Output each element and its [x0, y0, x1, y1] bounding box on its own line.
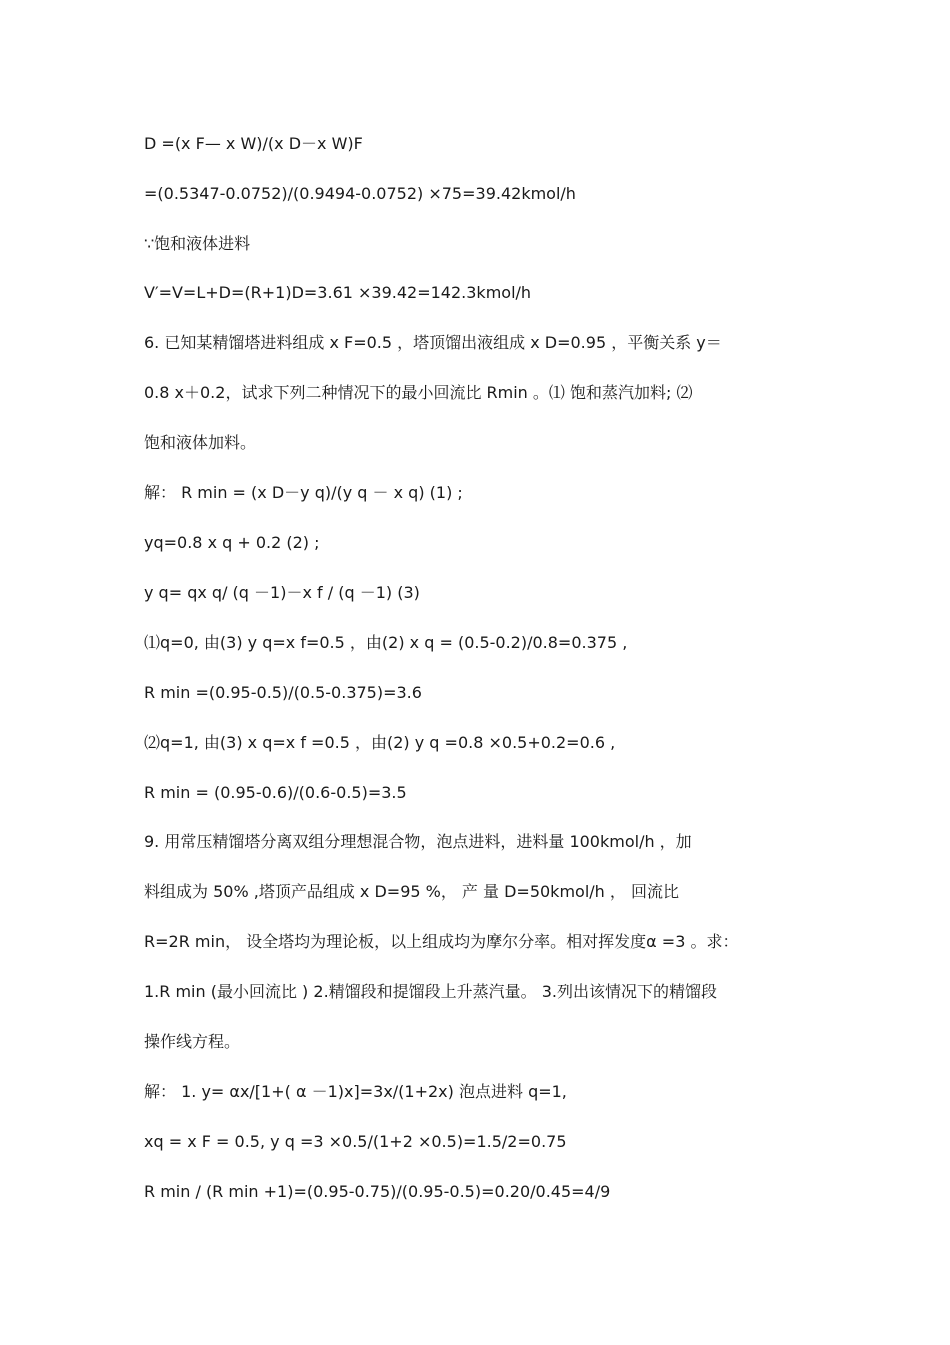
text-line: R min = (0.95-0.6)/(0.6-0.5)=3.5: [144, 783, 407, 802]
text-line: 解： R min = (x D－y q)/(y q － x q) (1) ;: [144, 483, 463, 502]
text-line: 6. 已知某精馏塔进料组成 x F=0.5 ，塔顶馏出液组成 x D=0.95 ，平衡关系 y＝: [144, 333, 722, 352]
text-line: y q= qx q/ (q －1)－x f / (q －1) (3): [144, 583, 420, 602]
text-line: R min =(0.95-0.5)/(0.5-0.375)=3.6: [144, 683, 422, 702]
text-line: =(0.5347-0.0752)/(0.9494-0.0752) ×75=39.42kmol/h: [144, 184, 576, 203]
text-line: 0.8 x＋0.2，试求下列二种情况下的最小回流比 Rmin 。⑴ 饱和蒸汽加料; ⑵: [144, 383, 693, 402]
text-line: ∵饱和液体进料: [144, 234, 251, 253]
text-line: D =(x F— x W)/(x D－x W)F: [144, 134, 363, 153]
text-line: 饱和液体加料。: [144, 433, 257, 452]
text-line: xq = x F = 0.5, y q =3 ×0.5/(1+2 ×0.5)=1.5/2=0.75: [144, 1132, 567, 1151]
text-line: R=2R min， 设全塔均为理论板，以上组成均为摩尔分率。相对挥发度α =3 。求：: [144, 932, 739, 951]
text-line: ⑴q=0, 由(3) y q=x f=0.5 ，由(2) x q = (0.5-0.2)/0.8=0.375 ,: [144, 633, 628, 652]
text-line: yq=0.8 x q + 0.2 (2) ;: [144, 533, 320, 552]
text-line: 1.R min (最小回流比 ) 2.精馏段和提馏段上升蒸汽量。 3.列出该情况下的精馏段: [144, 982, 718, 1001]
text-line: 料组成为 50% ,塔顶产品组成 x D=95 %， 产 量 D=50kmol/h ， 回流比: [144, 882, 679, 901]
text-line: ⑵q=1, 由(3) x q=x f =0.5 ，由(2) y q =0.8 ×0.5+0.2=0.6 ,: [144, 733, 616, 752]
text-line: R min / (R min +1)=(0.95-0.75)/(0.95-0.5)=0.20/0.45=4/9: [144, 1182, 611, 1201]
text-line: 9. 用常压精馏塔分离双组分理想混合物，泡点进料，进料量 100kmol/h ，加: [144, 832, 692, 851]
text-line: 操作线方程。: [144, 1032, 241, 1051]
text-line: 解： 1. y= αx/[1+( α －1)x]=3x/(1+2x) 泡点进料 q=1,: [144, 1082, 567, 1101]
text-line: V′=V=L+D=(R+1)D=3.61 ×39.42=142.3kmol/h: [144, 283, 532, 302]
